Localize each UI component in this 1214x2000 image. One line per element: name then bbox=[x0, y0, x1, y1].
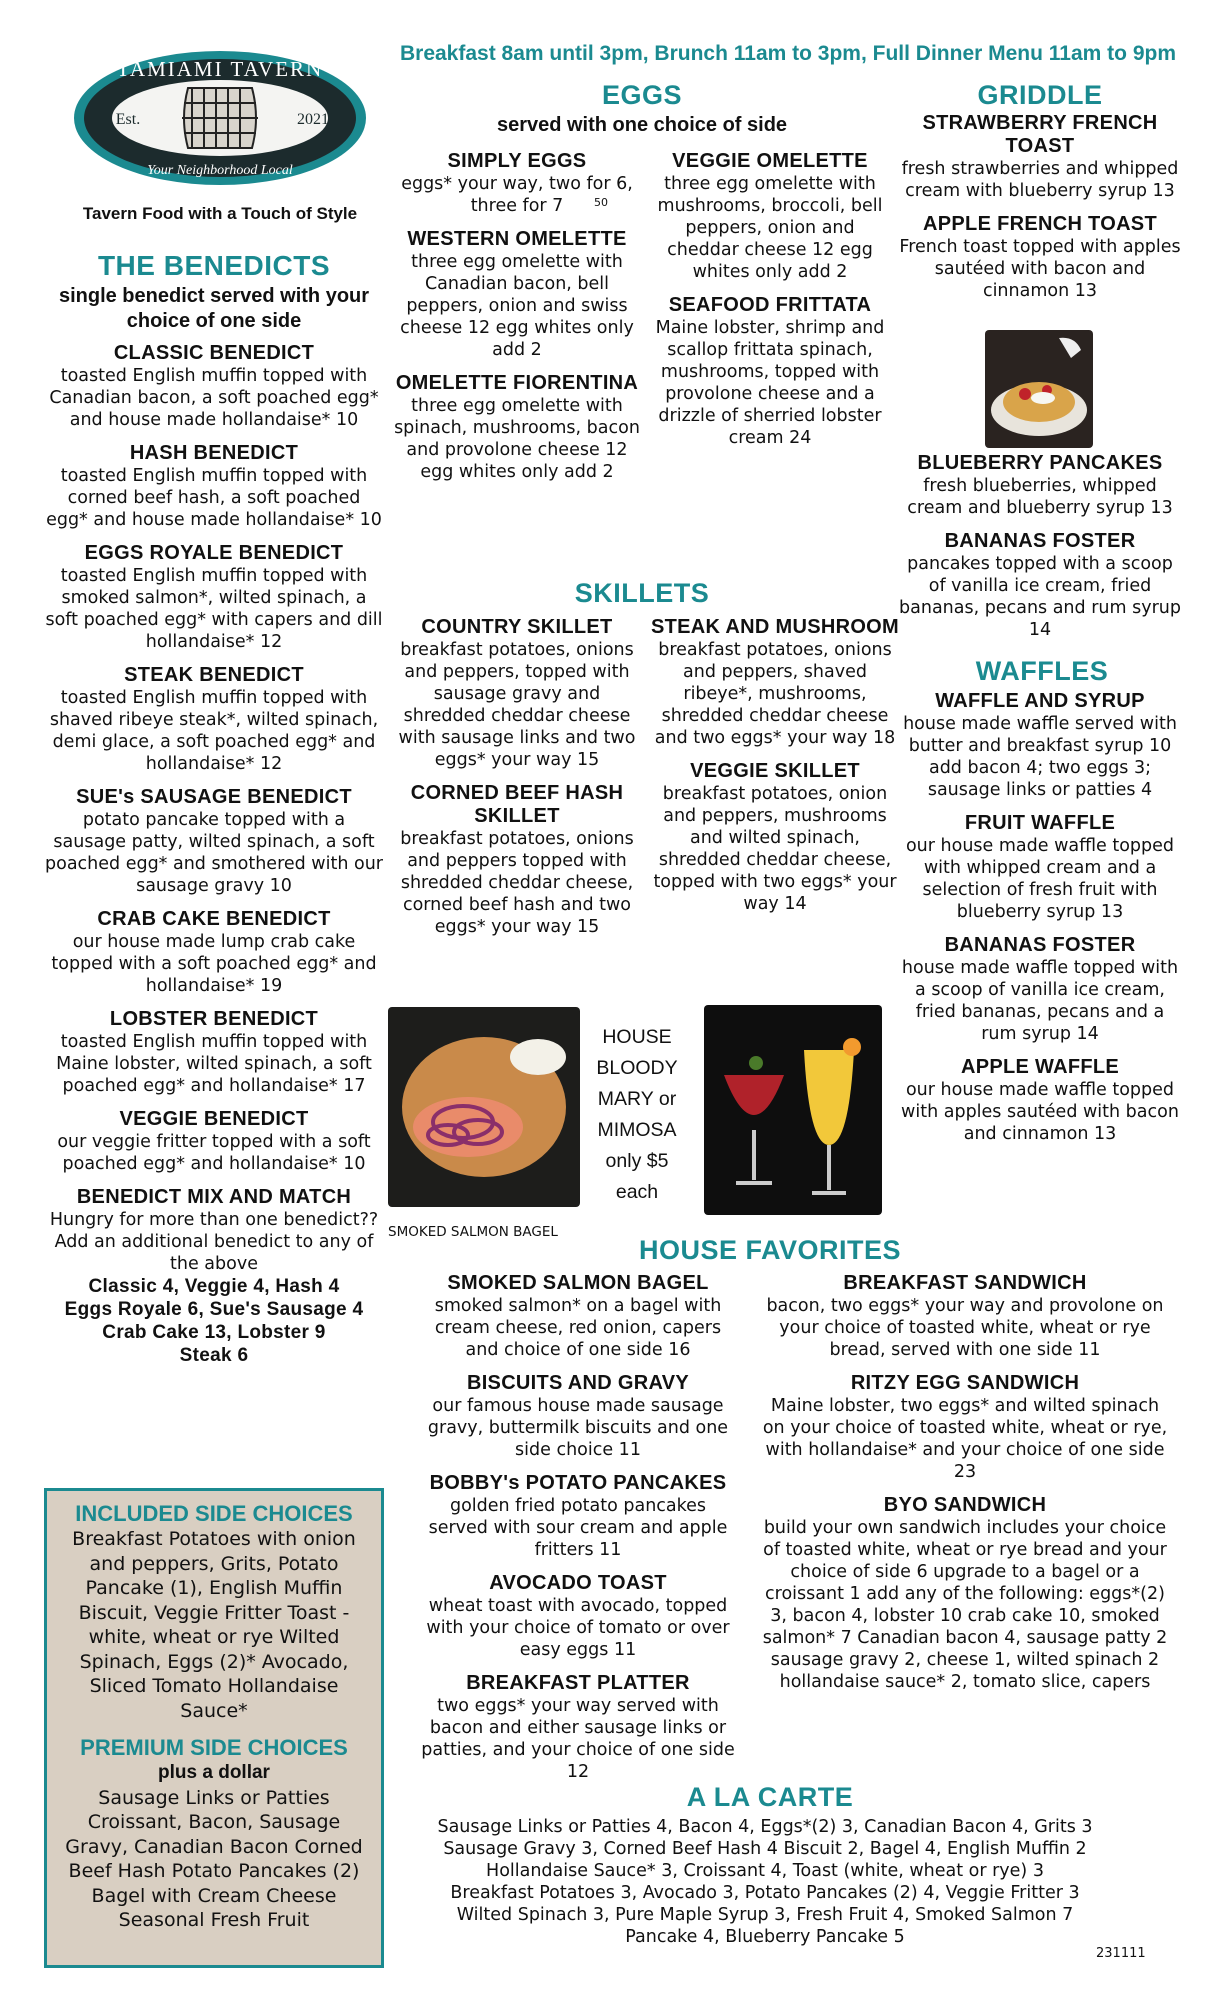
menu-item-description: bacon, two eggs* your way and provolone on your choice of toasted white, wheat or rye bread, served with one side 11 bbox=[766, 1296, 1164, 1360]
menu-item-name: EGGS ROYALE BENEDICT bbox=[84, 542, 344, 564]
alc-line-4: Breakfast Potatoes 3, Avocado 3, Potato Pancakes (2) 4, Veggie Fritter 3 bbox=[450, 1883, 1080, 1903]
alc-line-1: Sausage Links or Patties 4, Bacon 4, Eggs*(2) 3, Canadian Bacon 4, Grits 3 bbox=[437, 1817, 1093, 1837]
menu-item-biscuits-and-gravy bbox=[418, 1372, 738, 1461]
menu-item-name: RITZY EGG SANDWICH bbox=[850, 1372, 1080, 1394]
menu-item-name: FRUIT WAFFLE bbox=[964, 812, 1116, 834]
premium-sides-title: PREMIUM SIDE CHOICES bbox=[80, 1735, 348, 1760]
menu-code: 231111 bbox=[1096, 1946, 1146, 1961]
menu-item-seafood-frittata bbox=[650, 294, 890, 449]
menu-item-description: build your own sandwich includes your choice of toasted white, wheat or rye bread and your choice of side 6 upgrade to a bagel or a croissant 1 add any of the following: eggs*(2) 3, bacon 4, lobster 10 crab cake 10, smoked salmon* 7 Canadian bacon 4, sausage patty 2 sausage gravy 2, cheese 1, wilted spinach 2 hollandaise sauce* 2, tomato slice, capers bbox=[762, 1518, 1168, 1692]
drink-line-1: HOUSE bbox=[602, 1026, 672, 1048]
menu-item-name: WAFFLE AND SYRUP bbox=[935, 690, 1145, 712]
alc-line-5: Wilted Spinach 3, Pure Maple Syrup 3, Fresh Fruit 4, Smoked Salmon 7 bbox=[456, 1905, 1074, 1925]
griddle-bottom-column bbox=[898, 452, 1182, 652]
menu-item-description: breakfast potatoes, onions and peppers topped with shredded cheddar cheese, corned beef hash and two eggs* your way 15 bbox=[400, 829, 634, 937]
drink-line-3: MARY or bbox=[597, 1088, 677, 1110]
alc-line-6: Pancake 4, Blueberry Pancake 5 bbox=[625, 1927, 905, 1947]
mix-desc: Hungry for more than one benedict?? Add an additional benedict to any of the above bbox=[49, 1210, 379, 1274]
menu-item-name: BISCUITS AND GRAVY bbox=[466, 1372, 690, 1394]
menu-item-sue-s-sausage-benedict bbox=[44, 786, 384, 897]
side-choices-box bbox=[44, 1488, 384, 1968]
menu-item-name: BREAKFAST SANDWICH bbox=[843, 1272, 1087, 1294]
a-la-carte-list bbox=[410, 1816, 1120, 1948]
menu-item-breakfast-platter bbox=[418, 1672, 738, 1783]
menu-item-description: toasted English muffin topped with smoked salmon*, wilted spinach, a soft poached egg* with capers and dill hollandaise* 12 bbox=[45, 566, 383, 652]
logo-year: 2021 bbox=[297, 111, 329, 128]
bloody-mary-mimosa-photo bbox=[704, 1005, 882, 1215]
menu-item-description: wheat toast with avocado, topped with your choice of tomato or over easy eggs 11 bbox=[426, 1596, 730, 1660]
griddle-top-column bbox=[898, 112, 1182, 313]
menu-item-description: three egg omelette with spinach, mushrooms, bacon and provolone cheese 12 egg whites only add 2 bbox=[394, 396, 640, 482]
menu-item-name: CLASSIC BENEDICT bbox=[113, 342, 315, 364]
tavern-logo bbox=[70, 48, 370, 188]
menu-item-name: BLUEBERRY PANCAKES bbox=[917, 452, 1163, 474]
menu-item-description: our house made waffle topped with whipped cream and a selection of fresh fruit with blueberry syrup 13 bbox=[905, 836, 1175, 922]
menu-item-description: our veggie fritter topped with a soft poached egg* and hollandaise* 10 bbox=[57, 1132, 371, 1174]
menu-item-description: toasted English muffin topped with corned beef hash, a soft poached egg* and house made hollandaise* 10 bbox=[46, 466, 382, 530]
menu-item-name: COUNTRY SKILLET bbox=[421, 616, 613, 638]
mix-price-1: Classic 4, Veggie 4, Hash 4 bbox=[88, 1276, 340, 1297]
menu-item-name: CORNED BEEF HASH SKILLET bbox=[410, 782, 624, 827]
menu-item-breakfast-sandwich bbox=[760, 1272, 1170, 1361]
menu-item-lobster-benedict bbox=[44, 1008, 384, 1097]
menu-item-steak-and-mushroom bbox=[650, 616, 900, 749]
eggs-subtitle: served with one choice of side bbox=[496, 114, 788, 136]
menu-item-name: CRAB CAKE BENEDICT bbox=[97, 908, 331, 930]
benedicts-section bbox=[44, 250, 384, 1378]
menu-item-veggie-skillet bbox=[650, 760, 900, 915]
drink-line-5: only $5 bbox=[605, 1150, 669, 1172]
benedicts-subtitle: single benedict served with your choice of one side bbox=[58, 285, 370, 332]
menu-item-description: pancakes topped with a scoop of vanilla ice cream, fried bananas, pecans and rum syrup 14 bbox=[899, 554, 1181, 640]
menu-item-description: Maine lobster, two eggs* and wilted spinach on your choice of toasted white, wheat or rye, with hollandaise* and your choice of one side 23 bbox=[762, 1396, 1168, 1482]
menu-item-description: three egg omelette with Canadian bacon, bell peppers, onion and swiss cheese 12 egg whites only add 2 bbox=[400, 252, 634, 360]
menu-item-blueberry-pancakes bbox=[898, 452, 1182, 519]
mix-price-2: Eggs Royale 6, Sue's Sausage 4 bbox=[64, 1299, 364, 1320]
menu-item-description: toasted English muffin topped with Maine lobster, wilted spinach, a soft poached egg* and hollandaise* 17 bbox=[56, 1032, 372, 1096]
included-sides-list: Breakfast Potatoes with onion and peppers, Grits, Potato Pancake (1), English Muffin Biscuit, Veggie Fritter Toast - white, wheat or rye Wilted Spinach, Eggs (2)* Avocado, Sliced Tomato Hollandaise Sauce* bbox=[72, 1528, 356, 1722]
mix-price-4: Steak 6 bbox=[179, 1345, 249, 1366]
menu-item-description: toasted English muffin topped with shaved ribeye steak*, wilted spinach, demi glace, a soft poached egg* and hollandaise* 12 bbox=[49, 688, 379, 774]
menu-item-veggie-benedict bbox=[44, 1108, 384, 1175]
menu-item-corned-beef-hash-skillet bbox=[392, 782, 642, 938]
menu-item-description: toasted English muffin topped with Canadian bacon, a soft poached egg* and house made hollandaise* 10 bbox=[49, 366, 379, 430]
menu-item-waffle-and-syrup bbox=[898, 690, 1182, 801]
menu-item-description: golden fried potato pancakes served with sour cream and apple fritters 11 bbox=[428, 1496, 728, 1560]
logo-est: Est. bbox=[115, 111, 141, 128]
drink-special bbox=[592, 1022, 682, 1208]
premium-sides-list: Sausage Links or Patties Croissant, Bacon, Sausage Gravy, Canadian Bacon Corned Beef Hash Potato Pancakes (2) Bagel with Cream Cheese Seasonal Fresh Fruit bbox=[65, 1786, 363, 1931]
house-favorites-title: HOUSE FAVORITES bbox=[638, 1235, 902, 1265]
menu-item-description: our famous house made sausage gravy, buttermilk biscuits and one side choice 11 bbox=[427, 1396, 729, 1460]
drink-line-2: BLOODY bbox=[596, 1057, 678, 1079]
menu-item-name: OMELETTE FIORENTINA bbox=[395, 372, 639, 394]
menu-item-name: VEGGIE BENEDICT bbox=[119, 1108, 309, 1130]
menu-item-description: fresh strawberries and whipped cream with blueberry syrup 13 bbox=[901, 159, 1179, 201]
menu-item-name: BANANAS FOSTER bbox=[944, 934, 1136, 956]
menu-item-name: SEAFOOD FRITTATA bbox=[668, 294, 872, 316]
menu-item-crab-cake-benedict bbox=[44, 908, 384, 997]
menu-item-description: fresh blueberries, whipped cream and blueberry syrup 13 bbox=[907, 476, 1173, 518]
menu-item-western-omelette bbox=[392, 228, 642, 361]
hours-banner: Breakfast 8am until 3pm, Brunch 11am to 3pm, Full Dinner Menu 11am to 9pm bbox=[399, 42, 1177, 65]
favorites-left-column bbox=[418, 1272, 738, 1794]
menu-item-description: breakfast potatoes, onions and peppers, topped with sausage gravy and shredded cheddar cheese with sausage links and two eggs* your way 15 bbox=[398, 640, 636, 770]
menu-item-name: STEAK BENEDICT bbox=[124, 664, 304, 686]
menu-item-description: our house made waffle topped with apples sautéed with bacon and cinnamon 13 bbox=[901, 1080, 1179, 1144]
menu-item-country-skillet bbox=[392, 616, 642, 771]
menu-item-description: three egg omelette with mushrooms, broccoli, bell peppers, onion and cheddar cheese 12 egg whites only add 2 bbox=[657, 174, 883, 282]
menu-item-avocado-toast bbox=[418, 1572, 738, 1661]
menu-item-ritzy-egg-sandwich bbox=[760, 1372, 1170, 1483]
menu-item-name: WESTERN OMELETTE bbox=[407, 228, 627, 250]
menu-item-bananas-foster bbox=[898, 530, 1182, 641]
menu-item-description: two eggs* your way served with bacon and either sausage links or patties, and your choice of one side 12 bbox=[421, 1696, 735, 1782]
a-la-carte-title: A LA CARTE bbox=[686, 1782, 854, 1812]
eggs-left-column bbox=[392, 150, 642, 494]
alc-line-2: Sausage Gravy 3, Corned Beef Hash 4 Biscuit 2, Bagel 4, English Muffin 2 bbox=[443, 1839, 1087, 1859]
menu-item-description: house made waffle topped with a scoop of vanilla ice cream, fried bananas, pecans and a rum syrup 14 bbox=[901, 958, 1179, 1044]
premium-sides-subtitle: plus a dollar bbox=[158, 1762, 270, 1783]
menu-item-eggs-royale-benedict bbox=[44, 542, 384, 653]
eggs-title: EGGS bbox=[601, 80, 683, 110]
menu-item-simply-eggs bbox=[392, 150, 642, 217]
menu-item-classic-benedict bbox=[44, 342, 384, 431]
menu-item-description: French toast topped with apples sautéed with bacon and cinnamon 13 bbox=[899, 237, 1181, 301]
smoked-salmon-bagel-photo bbox=[388, 1007, 580, 1207]
skillets-right-column bbox=[650, 616, 900, 926]
skillets-left-column bbox=[392, 616, 642, 949]
menu-item-apple-french-toast bbox=[898, 213, 1182, 302]
menu-item-description: our house made lump crab cake topped with a soft poached egg* and hollandaise* 19 bbox=[51, 932, 377, 996]
menu-item-name: SMOKED SALMON BAGEL bbox=[447, 1272, 709, 1294]
eggs-right-column bbox=[650, 150, 890, 460]
menu-item-description: eggs* your way, two for 6, three for 7 bbox=[401, 174, 633, 216]
menu-item-name: BYO SANDWICH bbox=[883, 1494, 1047, 1516]
menu-item-name: BANANAS FOSTER bbox=[944, 530, 1136, 552]
menu-item-description: Maine lobster, shrimp and scallop frittata spinach, mushrooms, topped with provolone cheese and a drizzle of sherried lobster cream 24 bbox=[655, 318, 885, 448]
drink-line-4: MIMOSA bbox=[597, 1119, 677, 1141]
french-toast-photo bbox=[985, 330, 1093, 448]
menu-item-description: potato pancake topped with a sausage patty, wilted spinach, a soft poached egg* and smothered with our sausage gravy 10 bbox=[45, 810, 383, 896]
included-sides-title: INCLUDED SIDE CHOICES bbox=[75, 1501, 353, 1526]
menu-item-strawberry-french-toast bbox=[898, 112, 1182, 202]
menu-item-name: SUE's SAUSAGE BENEDICT bbox=[76, 786, 352, 808]
skillets-title: SKILLETS bbox=[574, 578, 710, 608]
benedicts-title: THE BENEDICTS bbox=[97, 250, 331, 281]
menu-item-name: BREAKFAST PLATTER bbox=[466, 1672, 690, 1694]
menu-item-hash-benedict bbox=[44, 442, 384, 531]
mix-title: BENEDICT MIX AND MATCH bbox=[76, 1186, 352, 1208]
waffles-title: WAFFLES bbox=[975, 656, 1109, 686]
menu-item-apple-waffle bbox=[898, 1056, 1182, 1145]
menu-item-omelette-fiorentina bbox=[392, 372, 642, 483]
menu-item-name: BOBBY's POTATO PANCAKES bbox=[429, 1472, 727, 1494]
tagline: Tavern Food with a Touch of Style bbox=[82, 204, 358, 223]
menu-item-name: SIMPLY EGGS bbox=[447, 150, 587, 172]
benedict-mix-match bbox=[44, 1186, 384, 1367]
menu-item-name: LOBSTER BENEDICT bbox=[109, 1008, 319, 1030]
menu-item-name: APPLE FRENCH TOAST bbox=[923, 213, 1157, 235]
menu-item-description: house made waffle served with butter and breakfast syrup 10 add bacon 4; two eggs 3; sausage links or patties 4 bbox=[903, 714, 1177, 800]
menu-item-veggie-omelette bbox=[650, 150, 890, 283]
menu-item-bananas-foster bbox=[898, 934, 1182, 1045]
menu-item-smoked-salmon-bagel bbox=[418, 1272, 738, 1361]
menu-item-name: VEGGIE SKILLET bbox=[690, 760, 860, 782]
price-superscript: 50 bbox=[594, 196, 608, 209]
menu-item-name: APPLE WAFFLE bbox=[960, 1056, 1120, 1078]
menu-item-name: AVOCADO TOAST bbox=[489, 1572, 667, 1594]
menu-item-description: breakfast potatoes, onions and peppers, shaved ribeye*, mushrooms, shredded cheddar cheese and two eggs* your way 18 bbox=[654, 640, 896, 748]
menu-item-name: VEGGIE OMELETTE bbox=[672, 150, 868, 172]
menu-item-byo-sandwich bbox=[760, 1494, 1170, 1693]
menu-item-name: STRAWBERRY FRENCH TOAST bbox=[922, 112, 1158, 157]
menu-item-description: breakfast potatoes, onion and peppers, mushrooms and wilted spinach, shredded cheddar cheese, topped with two eggs* your way 14 bbox=[653, 784, 897, 914]
waffles-column bbox=[898, 690, 1182, 1156]
logo-name: TAMIAMI TAVERN bbox=[116, 57, 324, 81]
logo-motto: Your Neighborhood Local bbox=[147, 163, 293, 178]
menu-item-description: smoked salmon* on a bagel with cream cheese, red onion, capers and choice of one side 16 bbox=[434, 1296, 722, 1360]
drink-line-6: each bbox=[615, 1181, 659, 1203]
favorites-right-column bbox=[760, 1272, 1170, 1704]
menu-item-steak-benedict bbox=[44, 664, 384, 775]
mix-price-3: Crab Cake 13, Lobster 9 bbox=[102, 1322, 326, 1343]
menu-item-fruit-waffle bbox=[898, 812, 1182, 923]
griddle-title: GRIDDLE bbox=[977, 80, 1103, 110]
bagel-caption: SMOKED SALMON BAGEL bbox=[388, 1224, 558, 1240]
menu-item-name: HASH BENEDICT bbox=[129, 442, 299, 464]
menu-item-name: STEAK AND MUSHROOM bbox=[651, 616, 899, 638]
menu-item-bobby-s-potato-pancakes bbox=[418, 1472, 738, 1561]
alc-line-3: Hollandaise Sauce* 3, Croissant 4, Toast (white, wheat or rye) 3 bbox=[486, 1861, 1044, 1881]
